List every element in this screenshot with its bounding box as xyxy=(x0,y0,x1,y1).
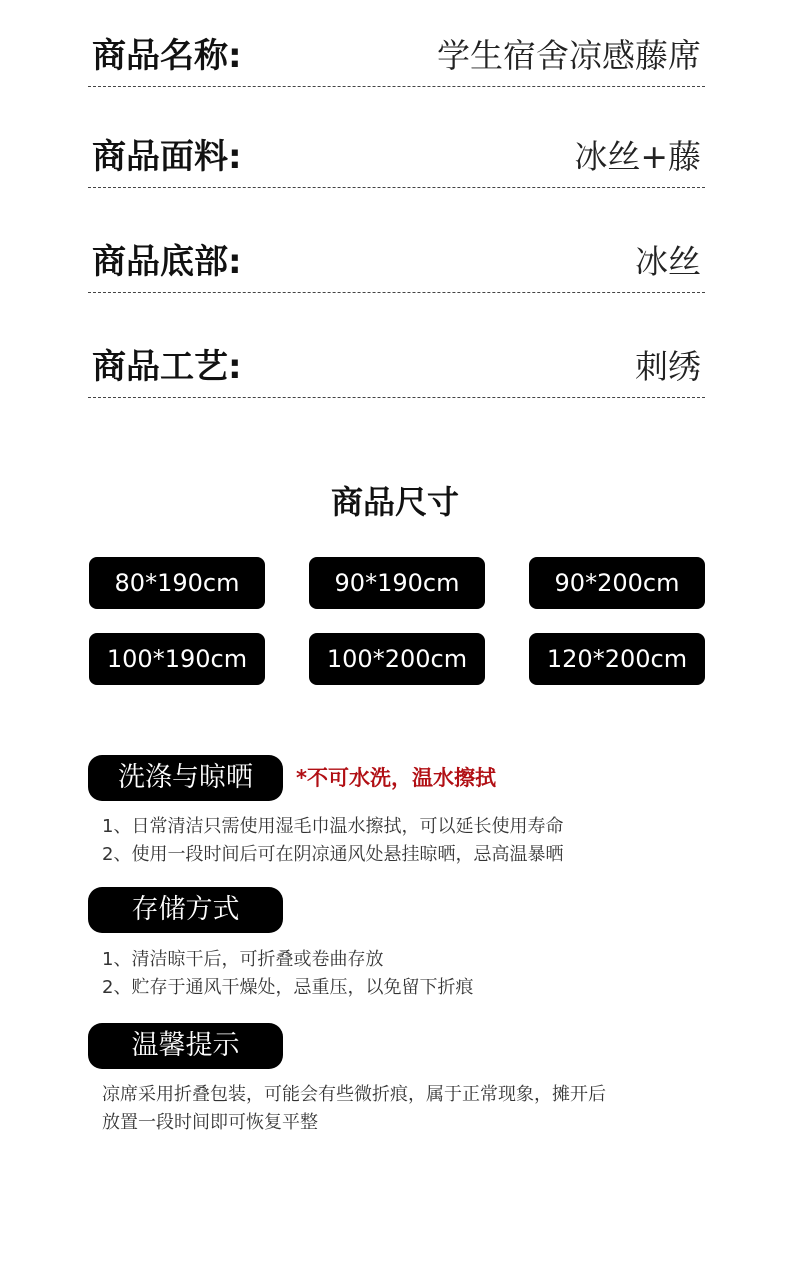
info-label: 商品底部: xyxy=(92,242,242,282)
info-row-name xyxy=(88,26,705,87)
size-option: 120*200cm xyxy=(529,633,705,685)
info-row-bottom xyxy=(88,232,705,293)
tips-line: 放置一段时间即可恢复平整 xyxy=(102,1112,318,1133)
tips-tag: 温馨提示 xyxy=(88,1023,283,1069)
size-section-title: 商品尺寸 xyxy=(330,483,459,521)
info-label: 商品工艺: xyxy=(92,347,242,387)
washing-warning: *不可水洗，温水擦拭 xyxy=(296,766,496,790)
info-row-fabric xyxy=(88,127,705,188)
size-option: 80*190cm xyxy=(89,557,265,609)
info-row-craft xyxy=(88,337,705,398)
info-label: 商品面料: xyxy=(92,137,242,177)
info-label: 商品名称: xyxy=(92,36,242,76)
washing-line: 1、日常清洁只需使用湿毛巾温水擦拭，可以延长使用寿命 xyxy=(102,816,564,837)
size-option: 100*190cm xyxy=(89,633,265,685)
storage-line: 1、清洁晾干后，可折叠或卷曲存放 xyxy=(102,949,384,970)
washing-line: 2、使用一段时间后可在阴凉通风处悬挂晾晒，忌高温暴晒 xyxy=(102,844,564,865)
info-value: 冰丝+藤 xyxy=(574,137,701,176)
size-option: 90*190cm xyxy=(309,557,485,609)
info-value: 学生宿舍凉感藤席 xyxy=(437,36,701,75)
info-value: 刺绣 xyxy=(635,347,701,386)
washing-tag: 洗涤与晾晒 xyxy=(88,755,283,801)
storage-line: 2、贮存于通风干燥处，忌重压，以免留下折痕 xyxy=(102,977,474,998)
info-value: 冰丝 xyxy=(635,242,701,281)
size-option: 100*200cm xyxy=(309,633,485,685)
storage-tag: 存储方式 xyxy=(88,887,283,933)
size-option: 90*200cm xyxy=(529,557,705,609)
tips-line: 凉席采用折叠包装，可能会有些微折痕，属于正常现象，摊开后 xyxy=(102,1084,606,1105)
